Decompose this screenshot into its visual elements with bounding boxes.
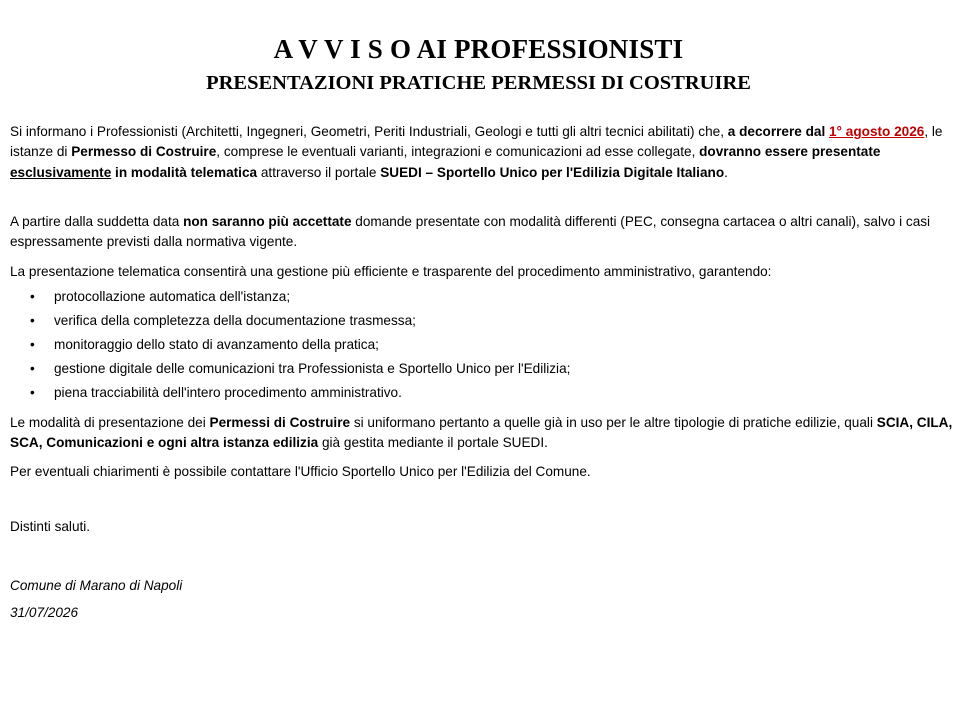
notice-subtitle: PRESENTAZIONI PRATICHE PERMESSI DI COSTRUIRE — [206, 72, 751, 94]
paragraph-contacts: Per eventuali chiarimenti è possibile contattare l'Ufficio Sportello Unico per l'Edilizia del Comune. — [10, 464, 591, 479]
effective-date: 1° agosto 2026 — [829, 124, 925, 139]
text-span: , le istanze di — [10, 124, 943, 160]
paragraph-restrictions — [10, 212, 955, 253]
text-bold: SCIA, CILA, SCA, Comunicazioni e ogni altra istanza edilizia — [10, 415, 953, 451]
text-bold-underlined: esclusivamente — [10, 164, 112, 180]
list-item-text: verifica della completezza della documentazione trasmessa; — [54, 313, 416, 328]
text-bold: dovranno essere presentate — [699, 144, 881, 160]
list-item-text: gestione digitale delle comunicazioni tra Professionista e Sportello Unico per l'Edilizia; — [54, 361, 571, 376]
text-bold: in modalità telematica — [111, 164, 258, 180]
paragraph-intro — [10, 122, 955, 183]
portal-name: SUEDI – Sportello Unico per l'Edilizia Digitale Italiano — [380, 164, 725, 180]
text-bold: non saranno più accettate — [183, 214, 352, 229]
text-span: Si informano i Professionisti (Architetti, Ingegneri, Geometri, Periti Industriali, Geologi e tutti gli altri tecnici abilitati) che, — [10, 124, 728, 139]
bullet-icon: • — [30, 289, 35, 304]
list-item — [10, 333, 950, 357]
benefits-list — [10, 285, 950, 405]
signature-date: 31/07/2026 — [10, 605, 79, 620]
text-span: . — [724, 164, 728, 180]
notice-title: A V V I S O AI PROFESSIONISTI — [273, 34, 684, 64]
text-bold: Permessi di Costruire — [209, 415, 351, 430]
list-item — [10, 285, 950, 309]
text-span: già gestita mediante il portale SUEDI. — [318, 435, 548, 451]
bullet-icon: • — [30, 313, 35, 328]
list-item — [10, 309, 950, 333]
text-span: domande presentate con modalità differenti (PEC, consegna cartacea o altri canali), salvo i casi espressamente previsti dalla normativa vigente. — [10, 214, 931, 250]
signature-office: Comune di Marano di Napoli — [10, 578, 183, 593]
bullet-icon: • — [30, 337, 35, 352]
list-item-text: monitoraggio dello stato di avanzamento della pratica; — [54, 337, 379, 352]
list-item — [10, 381, 950, 405]
text-bold: Permesso di Costruire — [71, 144, 217, 160]
bullet-icon: • — [30, 361, 35, 376]
text-span: Le modalità di presentazione dei — [10, 415, 210, 430]
paragraph-benefits: La presentazione telematica consentirà una gestione più efficiente e trasparente del procedimento amministrativo, garantendo: — [10, 264, 772, 279]
text-span: A partire dalla suddetta data — [10, 214, 184, 229]
closing-greeting: Distinti saluti. — [10, 519, 91, 534]
text-span: , comprese le eventuali varianti, integrazioni e comunicazioni ad esse collegate, — [216, 144, 700, 160]
paragraph-uniformity — [10, 413, 955, 454]
text-bold: a decorrere dal — [727, 124, 829, 139]
list-item-text: piena tracciabilità dell'intero procedimento amministrativo. — [54, 385, 402, 400]
text-span: si uniformano pertanto a quelle già in uso per le altre tipologie di pratiche edilizie, quali — [350, 415, 877, 430]
text-span: attraverso il portale — [257, 164, 381, 180]
bullet-icon: • — [30, 385, 35, 400]
list-item-text: protocollazione automatica dell'istanza; — [54, 289, 291, 304]
list-item — [10, 357, 950, 381]
